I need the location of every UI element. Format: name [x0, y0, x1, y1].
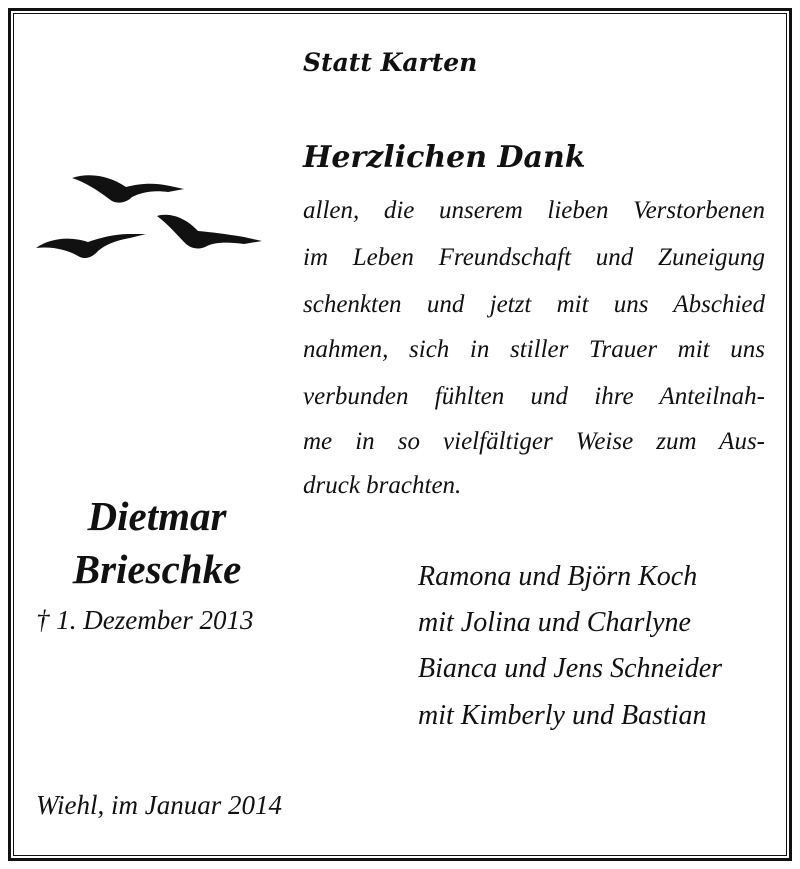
deceased-last-name: Brieschke	[72, 546, 242, 592]
message-line: verbunden fühlten und ihre Anteilnah-	[303, 383, 765, 410]
bird-icon	[157, 215, 262, 249]
header-statt-karten: Statt Karten	[303, 48, 478, 77]
death-date: † 1. Dezember 2013	[36, 605, 254, 635]
family-line: mit Jolina und Charlyne	[418, 607, 691, 638]
thanks-title: Herzlichen Dank	[303, 140, 586, 175]
message-line: druck brachten.	[303, 472, 462, 499]
family-line: Ramona und Björn Koch	[418, 561, 698, 592]
place-date: Wiehl, im Januar 2014	[36, 790, 282, 820]
flying-birds-icon	[30, 168, 270, 268]
message-line: schenkten und jetzt mit uns Abschied	[303, 291, 765, 318]
message-line: me in so vielfältiger Weise zum Aus-	[303, 428, 765, 455]
bird-icon	[72, 175, 184, 202]
family-line: mit Kimberly und Bastian	[418, 700, 707, 731]
message-line: im Leben Freundschaft und Zuneigung	[303, 244, 765, 271]
bird-icon	[36, 234, 146, 258]
deceased-first-name: Dietmar	[87, 493, 227, 539]
message-line: nahmen, sich in stiller Trauer mit uns	[303, 336, 765, 363]
message-line: allen, die unserem lieben Verstorbenen	[303, 197, 765, 224]
family-line: Bianca und Jens Schneider	[418, 653, 723, 684]
